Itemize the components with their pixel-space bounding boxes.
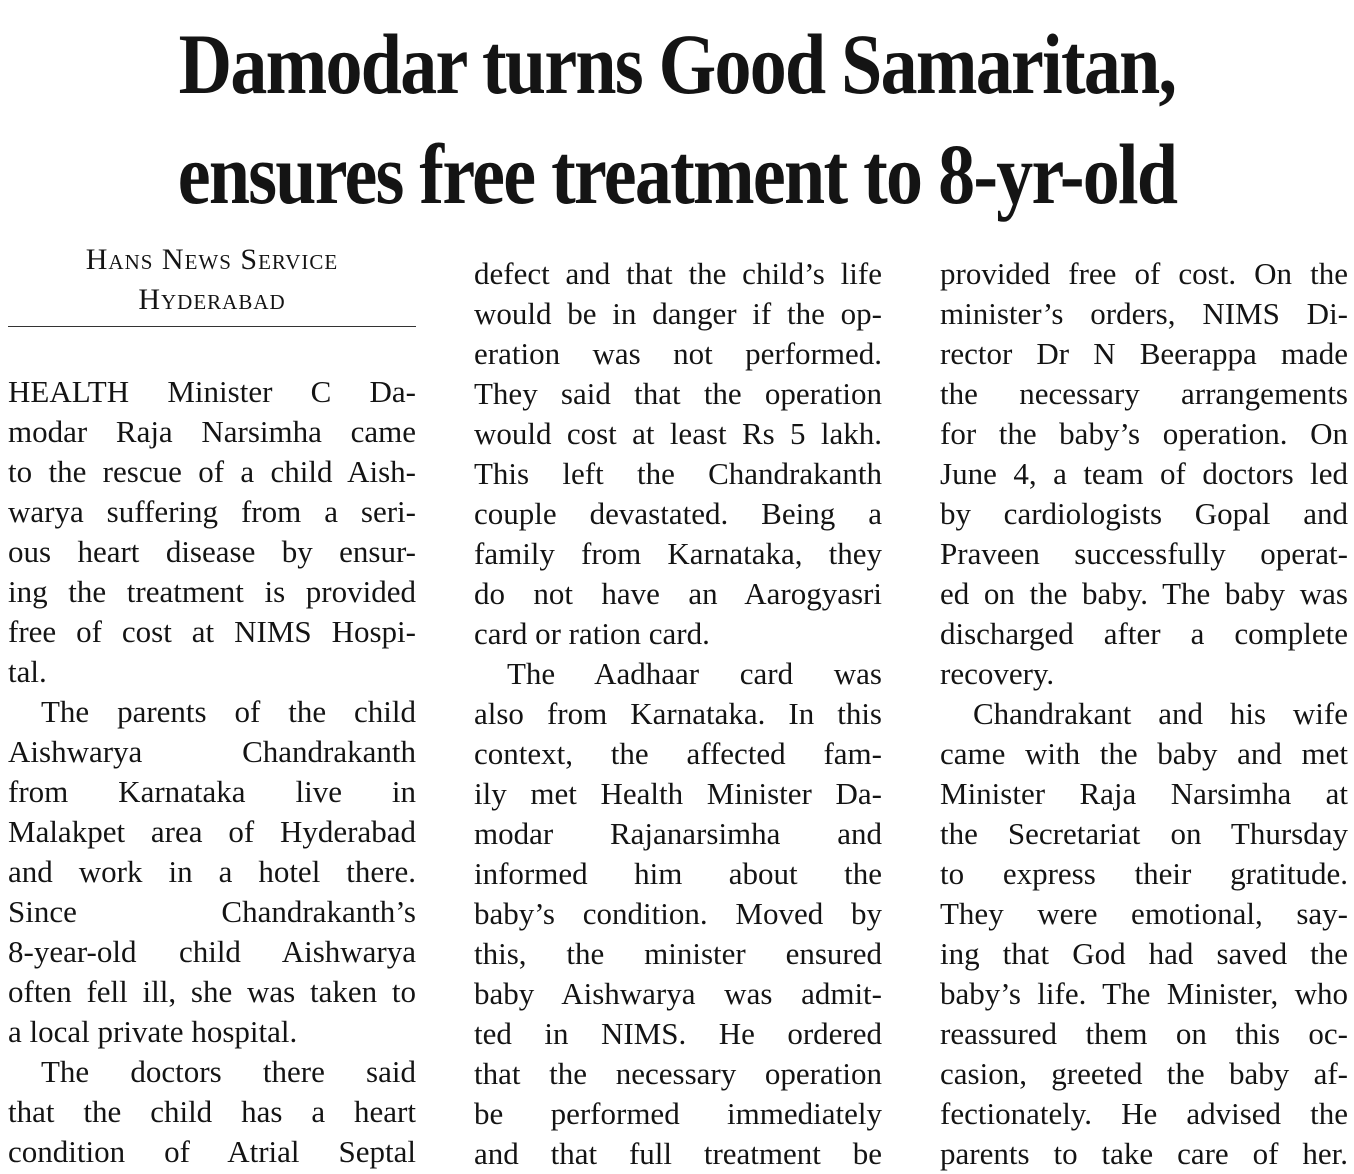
article-line: The Aadhaar card was [507, 656, 882, 691]
article-line: for the baby’s operation. On [940, 416, 1348, 451]
article-line: minister’s orders, NIMS Di- [940, 296, 1348, 331]
article-line: condition of Atrial Septal [8, 1134, 416, 1169]
article-line: ily met Health Minister Da- [474, 776, 882, 811]
article-line: parents to take care of her. [940, 1136, 1348, 1171]
article-line: ed on the baby. The baby was [940, 576, 1348, 611]
byline [8, 240, 416, 320]
article-line: card or ration card. [474, 616, 710, 651]
article-line: Malakpet area of Hyderabad [8, 814, 416, 849]
article-line: couple devastated. Being a [474, 496, 882, 531]
article-line: ous heart disease by ensur- [8, 534, 416, 569]
article-line: Aishwarya Chandrakanth [8, 734, 416, 769]
article-line: Since Chandrakanth’s [8, 894, 416, 929]
article-line: discharged after a complete [940, 616, 1348, 651]
article-line: baby Aishwarya was admit- [474, 976, 882, 1011]
article-line: would cost at least Rs 5 lakh. [474, 416, 882, 451]
article-line: also from Karnataka. In this [474, 696, 882, 731]
article-line: often fell ill, she was taken to [8, 974, 416, 1009]
article-line: The parents of the child [41, 694, 416, 729]
headline-line-1: Damodar turns Good Samaritan, [178, 16, 1176, 112]
article-line: June 4, a team of doctors led [940, 456, 1348, 491]
article-line: free of cost at NIMS Hospi- [8, 614, 416, 649]
article-line: tal. [8, 654, 47, 689]
article-line: eration was not performed. [474, 336, 882, 371]
byline-divider [8, 326, 416, 327]
article-line: Minister Raja Narsimha at [940, 776, 1348, 811]
article-line: and work in a hotel there. [8, 854, 416, 889]
article-line: reassured them on this oc- [940, 1016, 1348, 1051]
article-line: would be in danger if the op- [474, 296, 882, 331]
article-line: baby’s condition. Moved by [474, 896, 882, 931]
article-line: This left the Chandrakanth [474, 456, 882, 491]
article-line: rector Dr N Beerappa made [940, 336, 1348, 371]
article-line: this, the minister ensured [474, 936, 882, 971]
article-line: to express their gratitude. [940, 856, 1348, 891]
article-line: from Karnataka live in [8, 774, 416, 809]
article-column-3 [940, 254, 1348, 1174]
article-line: They said that the operation [474, 376, 882, 411]
article-line: Praveen successfully operat- [940, 536, 1348, 571]
article-line: recovery. [940, 656, 1055, 691]
article-line: that the necessary operation [474, 1056, 882, 1091]
article-line: a local private hospital. [8, 1014, 298, 1049]
article-line: modar Raja Narsimha came [8, 414, 416, 449]
article-line: casion, greeted the baby af- [940, 1056, 1348, 1091]
article-line: They were emotional, say- [940, 896, 1348, 931]
article-line: Chandrakant and his wife [973, 696, 1348, 731]
article-line: the Secretariat on Thursday [940, 816, 1348, 851]
article-line: The doctors there said [41, 1054, 416, 1089]
article-line: warya suffering from a seri- [8, 494, 416, 529]
article-line: HEALTH Minister C Da- [8, 374, 416, 409]
article-line: baby’s life. The Minister, who [940, 976, 1348, 1011]
article-line: ing the treatment is provided [8, 574, 416, 609]
article-line: do not have an Aarogyasri [474, 576, 882, 611]
article-line: by cardiologists Gopal and [940, 496, 1348, 531]
article-line: the necessary arrangements [940, 376, 1348, 411]
article-line: defect and that the child’s life [474, 256, 882, 291]
article-column-1 [8, 372, 416, 1172]
article-column-2 [474, 254, 882, 1174]
article-line: came with the baby and met [940, 736, 1348, 771]
article-line: to the rescue of a child Aish- [8, 454, 416, 489]
article-line: that the child has a heart [8, 1094, 416, 1129]
article-line: fectionately. He advised the [940, 1096, 1348, 1131]
article-line: be performed immediately [474, 1096, 882, 1131]
article-line: context, the affected fam- [474, 736, 882, 771]
byline-service: Hans News Service [85, 243, 339, 276]
headline-line-2: ensures free treatment to 8-yr-old [177, 126, 1177, 222]
byline-location: Hyderabad [138, 283, 286, 316]
article-line: ing that God had saved the [940, 936, 1348, 971]
article-line: 8-year-old child Aishwarya [8, 934, 416, 969]
article-line: informed him about the [474, 856, 882, 891]
article-line: modar Rajanarsimha and [474, 816, 882, 851]
article-line: ted in NIMS. He ordered [474, 1016, 882, 1051]
article-line: family from Karnataka, they [474, 536, 882, 571]
article-line: and that full treatment be [474, 1136, 882, 1171]
article-line: provided free of cost. On the [940, 256, 1348, 291]
